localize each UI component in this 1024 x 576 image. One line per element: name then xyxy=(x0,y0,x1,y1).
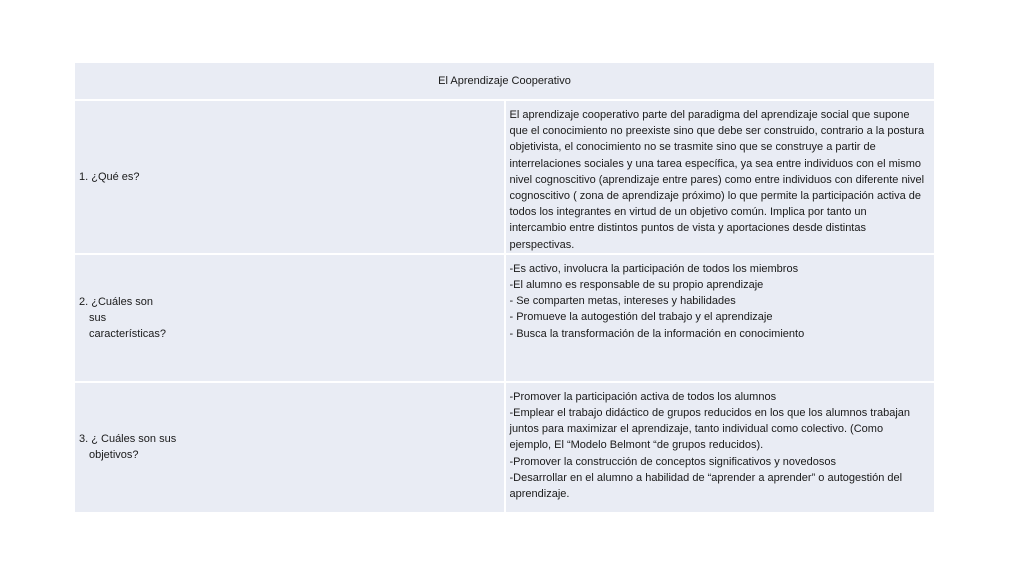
cooperative-learning-table xyxy=(73,61,936,514)
row-content-que-es: El aprendizaje cooperativo parte del paradigma del aprendizaje social que supone que el conocimiento no preexiste sino que debe ser construido, contrario a la postura objetivista, el conocimiento no se trasmite sino que se construye a partir de interrelaciones sociales y una tarea específica, ya sea entre individuos con el mismo nivel cognoscitivo (aprendizaje entre pares) como entre individuos con diferente nivel cognoscitivo ( zona de aprendizaje próximo) lo que permite la participación activa de todos los integrantes en virtud de un objetivo común. Implica por tanto un intercambio entre distintos puntos de vista y aportaciones desde distintas perspectivas. xyxy=(505,100,936,254)
table-title: El Aprendizaje Cooperativo xyxy=(74,62,935,100)
list-item: -Emplear el trabajo didáctico de grupos reducidos en los que los alumnos trabajan juntos para maximizar el aprendizaje, tanto individual como colectivo. (Como ejemplo, El “Modelo Belmont “de grupos reducidos). xyxy=(509,407,911,452)
row-label-objetivos xyxy=(74,382,505,513)
row-label-line: 2. ¿Cuáles son xyxy=(79,295,153,308)
table-row xyxy=(74,254,935,382)
list-item: -Desarrollar en el alumno a habilidad de “aprender a aprender” o autogestión del aprendizaje. xyxy=(509,471,903,501)
row-label-line: características? xyxy=(89,327,167,340)
list-item: -Promover la construcción de conceptos significativos y novedosos xyxy=(509,455,836,468)
table-row xyxy=(74,382,935,513)
list-item: - Se comparten metas, intereses y habilidades xyxy=(509,295,736,308)
row-label-caracteristicas xyxy=(74,254,505,382)
list-item: - Busca la transformación de la información en conocimiento xyxy=(509,327,805,340)
row-label-line: 3. ¿ Cuáles son sus xyxy=(79,433,177,446)
row-content-caracteristicas xyxy=(505,254,936,382)
list-item: - Promueve la autogestión del trabajo y el aprendizaje xyxy=(509,311,773,324)
list-item: -El alumno es responsable de su propio aprendizaje xyxy=(509,279,764,292)
table-row xyxy=(74,100,935,254)
list-item: -Es activo, involucra la participación de todos los miembros xyxy=(509,262,799,275)
list-item: -Promover la participación activa de todos los alumnos xyxy=(509,390,777,403)
row-label-line: 1. ¿Qué es? xyxy=(79,170,140,183)
row-content-objetivos xyxy=(505,382,936,513)
row-label-line: sus xyxy=(89,311,107,324)
row-label-line: objetivos? xyxy=(89,449,139,462)
row-label-que-es xyxy=(74,100,505,254)
